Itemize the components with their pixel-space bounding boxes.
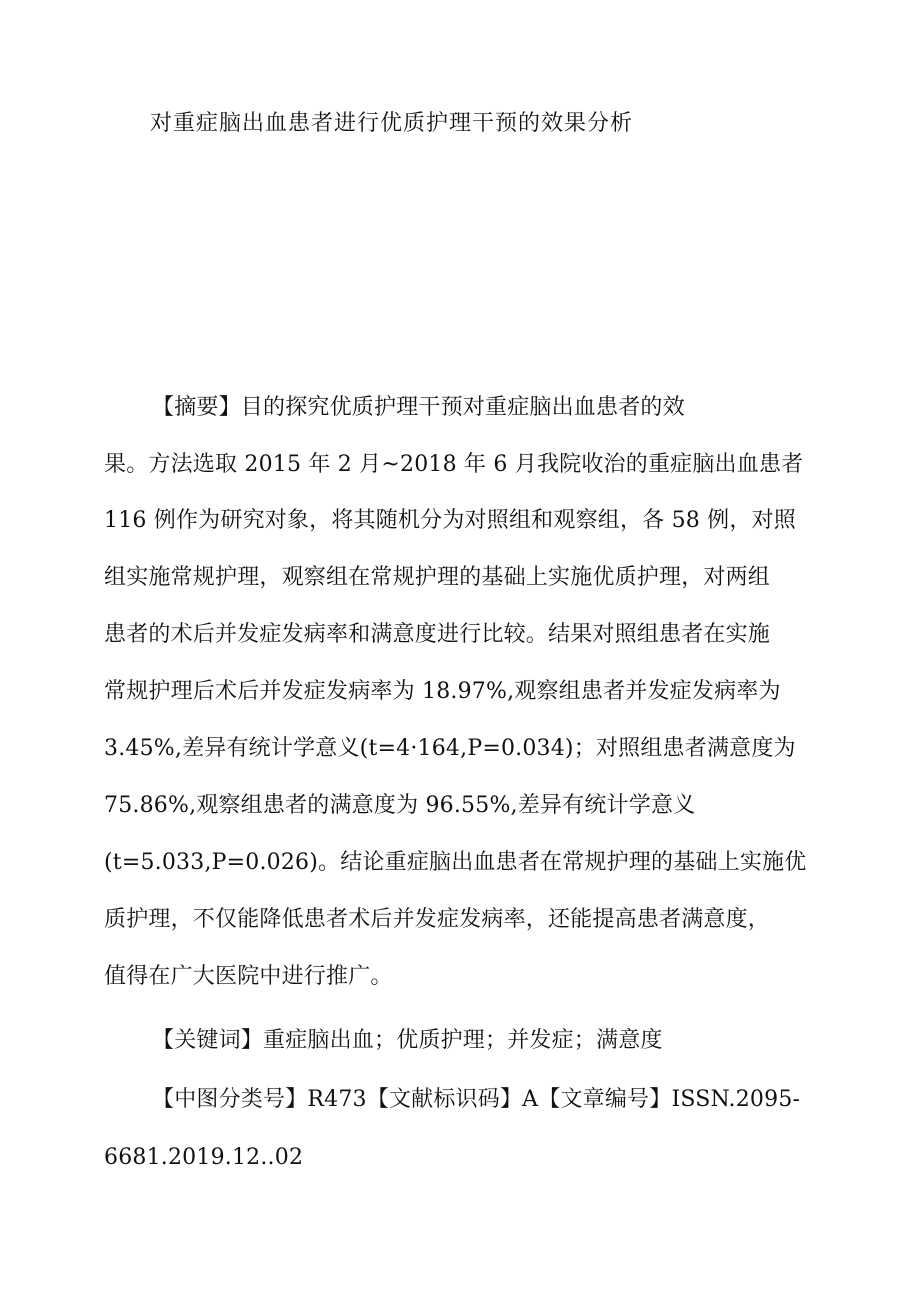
keywords-line: 【关键词】重症脑出血；优质护理；并发症；满意度: [152, 1028, 663, 1053]
classification-line: 6681.2019.12..02: [104, 1145, 304, 1170]
abstract-line: 质护理，不仅能降低患者术后并发症发病率，还能提高患者满意度，: [104, 907, 771, 932]
abstract-line: 组实施常规护理，观察组在常规护理的基础上实施优质护理，对两组: [104, 565, 771, 590]
document-title: 对重症脑出血患者进行优质护理干预的效果分析: [150, 111, 634, 136]
abstract-line: 果。方法选取 2015 年 2 月~2018 年 6 月我院收治的重症脑出血患者: [104, 452, 804, 477]
abstract-line: (t=5.033,P=0.026)。结论重症脑出血患者在常规护理的基础上实施优: [104, 850, 807, 875]
abstract-line: 常规护理后术后并发症发病率为 18.97%,观察组患者并发症发病率为: [104, 679, 781, 704]
abstract-line: 值得在广大医院中进行推广。: [104, 964, 393, 989]
abstract-line: 116 例作为研究对象，将其随机分为对照组和观察组，各 58 例，对照: [104, 508, 796, 533]
abstract-line: 【摘要】目的探究优质护理干预对重症脑出血患者的效: [152, 395, 685, 420]
abstract-line: 75.86%,观察组患者的满意度为 96.55%,差异有统计学意义: [104, 793, 696, 818]
abstract-line: 3.45%,差异有统计学意义(t=4·164,P=0.034)；对照组患者满意度为: [104, 736, 796, 761]
abstract-line: 患者的术后并发症发病率和满意度进行比较。结果对照组患者在实施: [104, 622, 771, 647]
classification-line: 【中图分类号】R473【文献标识码】A【文章编号】ISSN.2095-: [152, 1087, 801, 1112]
